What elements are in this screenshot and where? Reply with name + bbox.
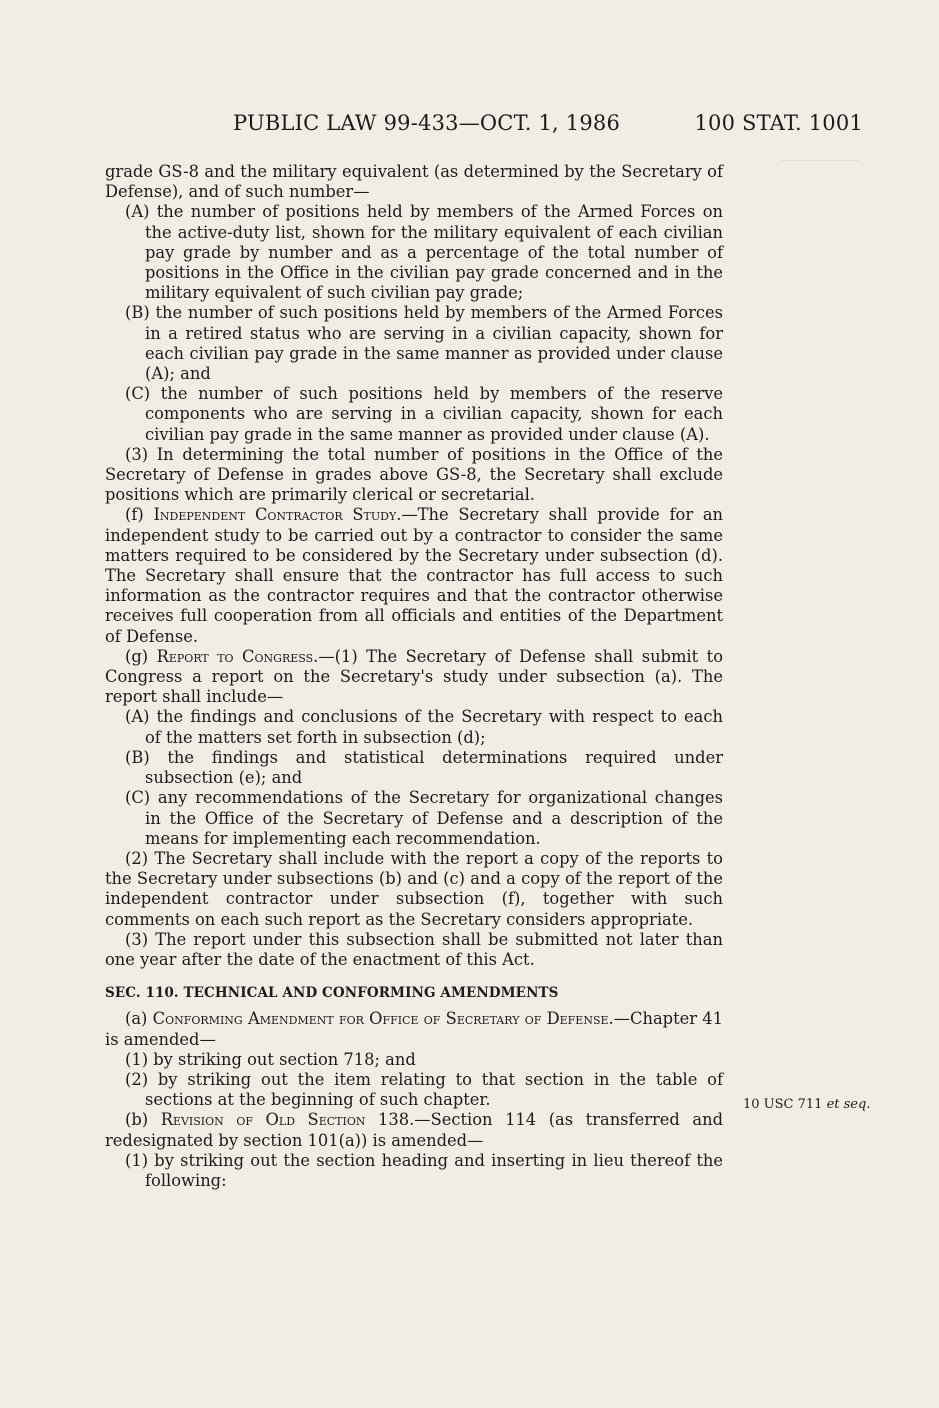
clause-1: (1) by striking out section 718; and: [125, 1049, 416, 1069]
paragraph: (3) The report under this subsection shall be submitted not later than one year after the date of the enactment of this Act.: [105, 929, 723, 969]
section-heading: SEC. 110. TECHNICAL AND CONFORMING AMENDMENTS: [105, 985, 559, 1002]
subsection-text: —Chapter 41 is amended—: [105, 1009, 723, 1049]
clause-a: (A) the findings and conclusions of the Secretary with respect to each of the matters set forth in subsection (d);: [125, 707, 723, 747]
subsection-a: [105, 1009, 723, 1049]
clause-b: (B) the number of such positions held by members of the Armed Forces in a retired status who are serving in a civilian capacity, shown for each civilian pay grade in the same manner as provided under clause (A); and: [125, 303, 723, 384]
bleed-through-decoration: [780, 160, 860, 175]
clause-a: (A) the number of positions held by members of the Armed Forces on the active-duty list, shown for the military equivalent of each civilian pay grade by number and as a percentage of the total number of positions in the Office in the civilian pay grade concerned and in the military equivalent of such civilian pay grade;: [125, 202, 723, 303]
clause-c: (C) any recommendations of the Secretary for organizational changes in the Office of the Secretary of Defense and a description of the means for implementing each recommendation.: [125, 788, 723, 848]
page-header: [105, 111, 863, 141]
document-body: [105, 162, 723, 1191]
subsection-text: —The Secretary shall provide for an independent study to be carried out by a contractor to consider the same matters required to be considered by the Secretary under subsection (d). The Secretary shall ensure that the contractor has full access to such information as the contractor requires and that the contractor otherwise receives full cooperation from all officials and entities of the Department of Defense.: [105, 505, 724, 646]
clause-1: (1) by striking out the section heading and inserting in lieu thereof the following:: [125, 1150, 723, 1190]
subsection-text: —Section 114 (as transferred and redesignated by section 101(a)) is amended—: [105, 1110, 723, 1150]
margin-note-italic: et seq.: [826, 1097, 871, 1112]
subsection-label: (f): [125, 505, 154, 525]
paragraph: (3) In determining the total number of positions in the Office of the Secretary of Defense in grades above GS-8, the Secretary shall exclude positions which are primarily clerical or secretarial.: [105, 444, 723, 505]
subsection-heading: Revision of Old Section 138.: [160, 1110, 415, 1130]
clause-b: (B) the findings and statistical determinations required under subsection (e); and: [125, 747, 723, 788]
subsection-text: —(1) The Secretary of Defense shall submit to Congress a report on the Secretary's study under subsection (a). The report shall include—: [105, 646, 723, 707]
clause-2: (2) by striking out the item relating to that section in the table of sections at the beginning of such chapter.: [125, 1069, 723, 1110]
subsection-g: [105, 647, 723, 708]
clause-c: (C) the number of such positions held by members of the reserve components who are serving in a civilian capacity, shown for each civilian pay grade in the same manner as provided under clause (A).: [125, 384, 723, 444]
subsection-label: (b): [125, 1110, 161, 1130]
paragraph: grade GS-8 and the military equivalent (as determined by the Secretary of Defense), and of such number—: [105, 162, 723, 202]
subsection-heading: Report to Congress.: [156, 646, 319, 666]
subsection-label: (a): [125, 1009, 153, 1029]
subsection-f: [105, 505, 723, 646]
subsection-heading: Independent Contractor Study.: [153, 505, 402, 525]
subsection-heading: Conforming Amendment for Office of Secretary of Defense.: [152, 1009, 614, 1029]
header-title: PUBLIC LAW 99-433—OCT. 1, 1986: [233, 111, 621, 135]
subsection-label: (g): [125, 646, 157, 666]
subsection-b: [105, 1110, 723, 1150]
header-stat: 100 STAT. 1001: [694, 111, 863, 135]
margin-note: [743, 1096, 870, 1114]
paragraph: (2) The Secretary shall include with the report a copy of the reports to the Secretary under subsections (b) and (c) and a copy of the report of the independent contractor under subsection (f), together with such comments on each such report as the Secretary considers appropriate.: [105, 848, 723, 929]
margin-note-citation: 10 USC 711: [743, 1097, 823, 1112]
